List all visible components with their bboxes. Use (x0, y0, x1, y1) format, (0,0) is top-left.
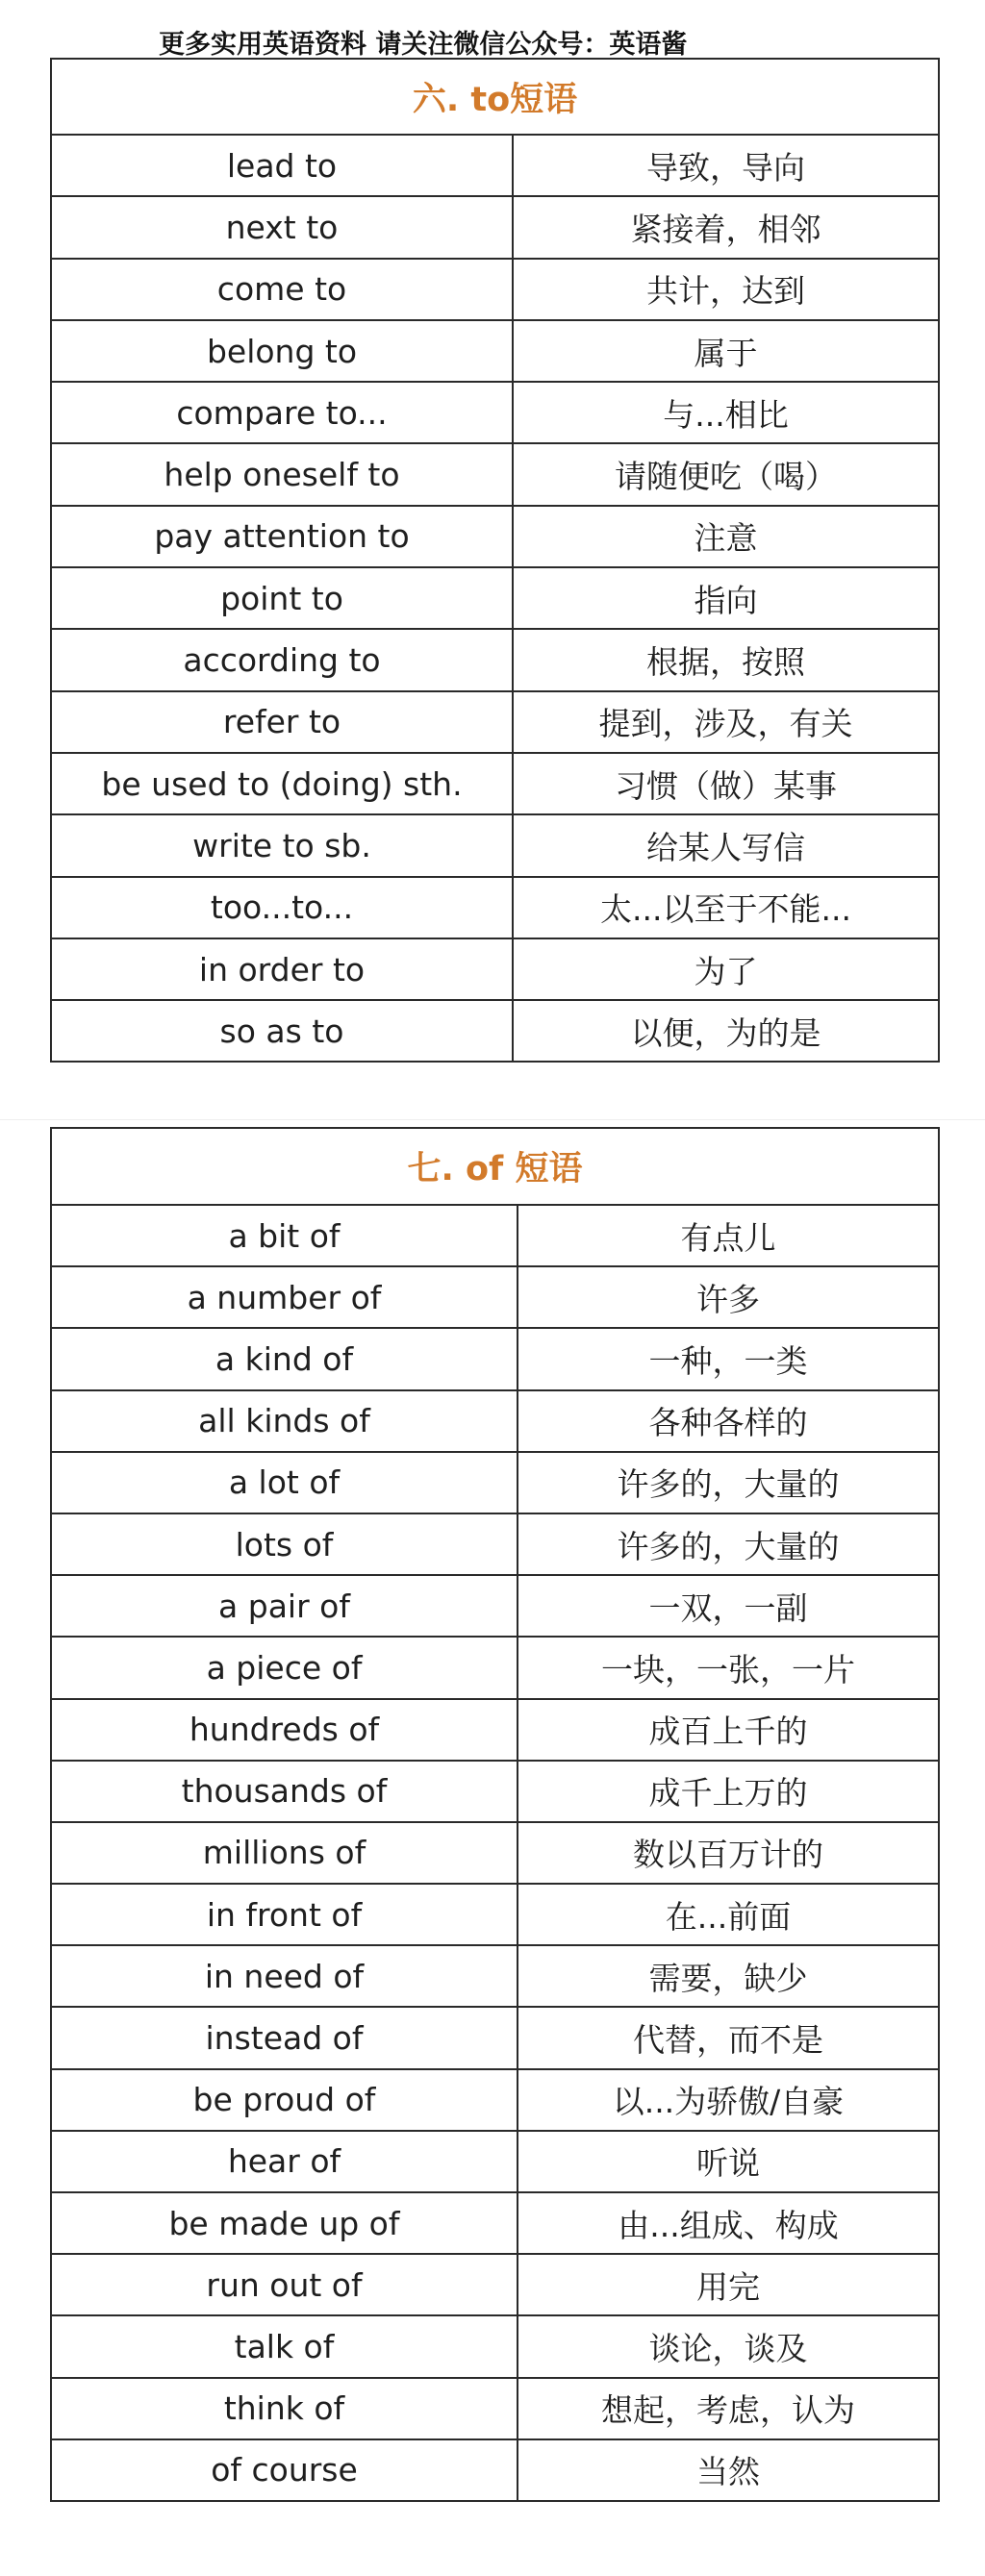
section-title: 六. to短语 (51, 59, 939, 135)
table-row (51, 567, 939, 629)
phrase-chinese: 在...前面 (518, 1884, 939, 1945)
table-row (51, 2069, 939, 2131)
table-row (51, 1452, 939, 1513)
phrase-english: pay attention to (51, 506, 513, 567)
phrase-english: lots of (51, 1513, 518, 1575)
table-row (51, 320, 939, 382)
phrase-english: think of (51, 2378, 518, 2439)
phrase-english: point to (51, 567, 513, 629)
table-row (51, 814, 939, 876)
phrase-chinese: 听说 (518, 2131, 939, 2192)
phrase-chinese: 注意 (513, 506, 939, 567)
table-row (51, 1637, 939, 1698)
phrase-english: come to (51, 259, 513, 320)
section-divider (0, 1119, 985, 1120)
phrase-english: in order to (51, 938, 513, 1000)
phrase-english: lead to (51, 135, 513, 196)
phrase-english: be used to (doing) sth. (51, 753, 513, 814)
phrase-english: compare to... (51, 382, 513, 443)
phrase-english: a kind of (51, 1328, 518, 1389)
phrase-chinese: 指向 (513, 567, 939, 629)
phrase-english: refer to (51, 691, 513, 753)
phrase-english: so as to (51, 1000, 513, 1062)
table-row (51, 382, 939, 443)
phrase-english: run out of (51, 2254, 518, 2315)
phrase-chinese: 成百上千的 (518, 1699, 939, 1761)
phrase-chinese: 许多的，大量的 (518, 1452, 939, 1513)
section-title-row (51, 59, 939, 135)
of-phrases-body (51, 1128, 939, 2501)
phrase-chinese: 以...为骄傲/自豪 (518, 2069, 939, 2131)
table-row (51, 1699, 939, 1761)
phrase-chinese: 一块，一张，一片 (518, 1637, 939, 1698)
table-row (51, 1328, 939, 1389)
phrase-english: talk of (51, 2315, 518, 2377)
phrase-english: a piece of (51, 1637, 518, 1698)
table-row (51, 938, 939, 1000)
table-row (51, 629, 939, 690)
phrase-english: in need of (51, 1945, 518, 2007)
phrase-chinese: 根据，按照 (513, 629, 939, 690)
phrase-chinese: 一种，一类 (518, 1328, 939, 1389)
table-row (51, 1945, 939, 2007)
table-row (51, 1822, 939, 1884)
to-phrases-table (50, 58, 940, 1063)
table-row (51, 2378, 939, 2439)
phrase-english: help oneself to (51, 443, 513, 505)
phrase-english: hear of (51, 2131, 518, 2192)
phrase-english: too...to... (51, 877, 513, 938)
phrase-english: thousands of (51, 1761, 518, 1822)
table-row (51, 443, 939, 505)
phrase-chinese: 以便，为的是 (513, 1000, 939, 1062)
phrase-english: in front of (51, 1884, 518, 1945)
phrase-english: be made up of (51, 2192, 518, 2254)
phrase-chinese: 许多 (518, 1266, 939, 1328)
phrase-chinese: 当然 (518, 2439, 939, 2501)
table-row (51, 2007, 939, 2068)
phrase-english: be proud of (51, 2069, 518, 2131)
phrase-english: all kinds of (51, 1390, 518, 1452)
table-row (51, 2254, 939, 2315)
table-row (51, 1205, 939, 1266)
phrase-english: next to (51, 196, 513, 258)
phrase-chinese: 习惯（做）某事 (513, 753, 939, 814)
table-row (51, 135, 939, 196)
phrase-chinese: 紧接着，相邻 (513, 196, 939, 258)
phrase-chinese: 各种各样的 (518, 1390, 939, 1452)
phrase-chinese: 数以百万计的 (518, 1822, 939, 1884)
of-phrases-table (50, 1127, 940, 2502)
table-row (51, 1390, 939, 1452)
section-title-row (51, 1128, 939, 1205)
table-row (51, 1884, 939, 1945)
phrase-english: millions of (51, 1822, 518, 1884)
phrase-chinese: 共计，达到 (513, 259, 939, 320)
table-row (51, 2315, 939, 2377)
table-row (51, 877, 939, 938)
phrase-chinese: 由...组成、构成 (518, 2192, 939, 2254)
phrase-english: of course (51, 2439, 518, 2501)
phrase-chinese: 许多的，大量的 (518, 1513, 939, 1575)
table-row (51, 691, 939, 753)
phrase-chinese: 导致，导向 (513, 135, 939, 196)
table-row (51, 1266, 939, 1328)
phrase-chinese: 太...以至于不能... (513, 877, 939, 938)
phrase-english: according to (51, 629, 513, 690)
table-row (51, 1575, 939, 1637)
table-row (51, 259, 939, 320)
phrase-chinese: 有点儿 (518, 1205, 939, 1266)
header-note: 更多实用英语资料 请关注微信公众号：英语酱 (159, 30, 688, 60)
phrase-english: instead of (51, 2007, 518, 2068)
phrase-chinese: 谈论，谈及 (518, 2315, 939, 2377)
phrase-chinese: 属于 (513, 320, 939, 382)
phrase-chinese: 想起，考虑，认为 (518, 2378, 939, 2439)
phrase-chinese: 成千上万的 (518, 1761, 939, 1822)
table-row (51, 2131, 939, 2192)
phrase-english: belong to (51, 320, 513, 382)
table-row (51, 1761, 939, 1822)
table-row (51, 1513, 939, 1575)
table-row (51, 196, 939, 258)
table-row (51, 1000, 939, 1062)
phrase-chinese: 代替，而不是 (518, 2007, 939, 2068)
phrase-chinese: 需要，缺少 (518, 1945, 939, 2007)
phrase-chinese: 与...相比 (513, 382, 939, 443)
section-title: 七. of 短语 (51, 1128, 939, 1205)
phrase-chinese: 给某人写信 (513, 814, 939, 876)
phrase-chinese: 用完 (518, 2254, 939, 2315)
phrase-chinese: 提到，涉及，有关 (513, 691, 939, 753)
table-row (51, 506, 939, 567)
phrase-english: hundreds of (51, 1699, 518, 1761)
phrase-english: a bit of (51, 1205, 518, 1266)
phrase-chinese: 为了 (513, 938, 939, 1000)
table-row (51, 753, 939, 814)
phrase-chinese: 一双，一副 (518, 1575, 939, 1637)
phrase-english: a pair of (51, 1575, 518, 1637)
phrase-english: write to sb. (51, 814, 513, 876)
to-phrases-body (51, 59, 939, 1062)
phrase-chinese: 请随便吃（喝） (513, 443, 939, 505)
phrase-english: a lot of (51, 1452, 518, 1513)
table-row (51, 2439, 939, 2501)
phrase-english: a number of (51, 1266, 518, 1328)
table-row (51, 2192, 939, 2254)
